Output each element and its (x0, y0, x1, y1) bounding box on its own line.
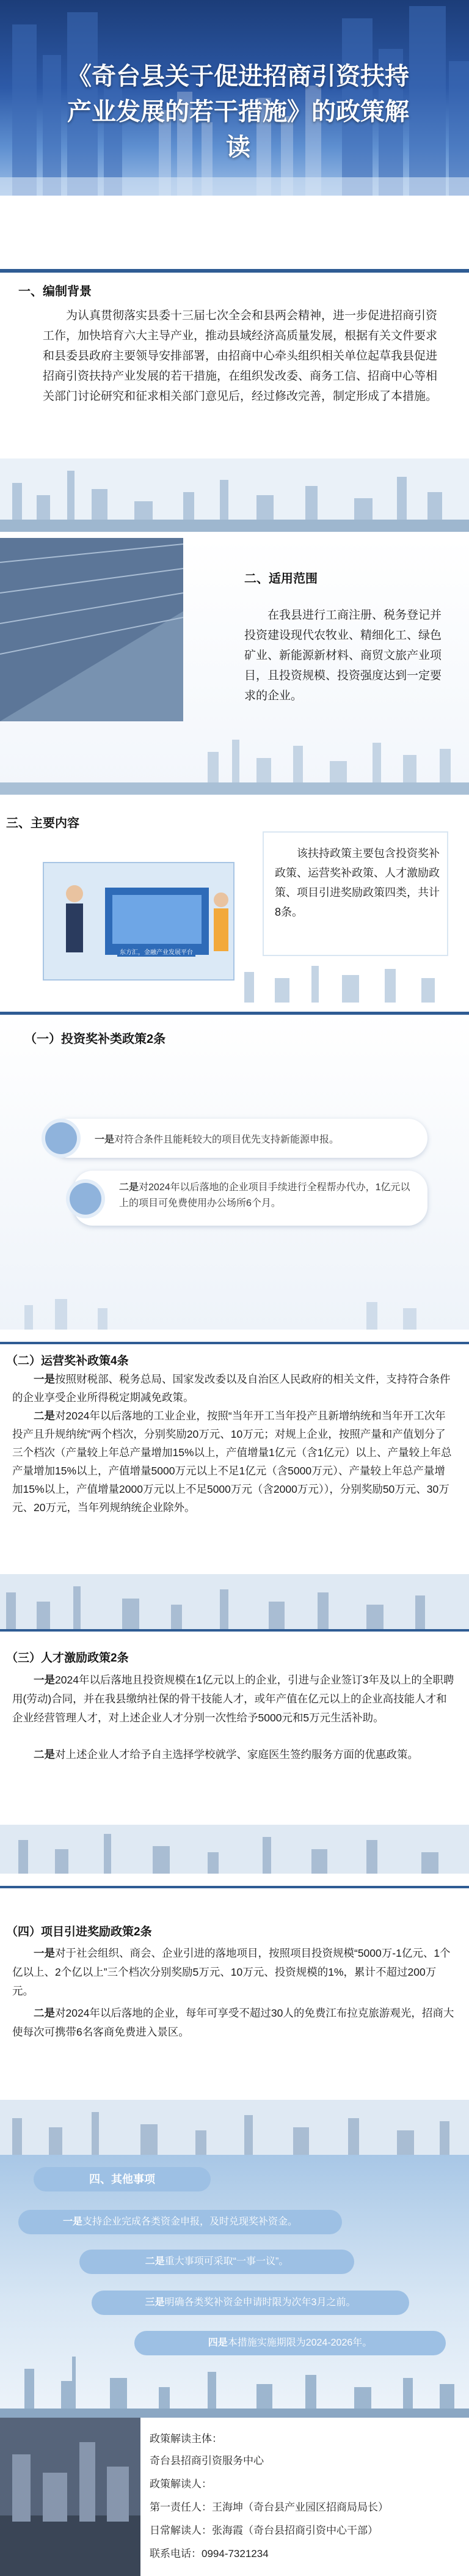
paragraph-lead: 二是 (34, 2007, 55, 2019)
subsection-background (0, 1342, 469, 1629)
skyline-art (0, 1574, 469, 1629)
other-matters-background (0, 2155, 469, 2418)
card-lead: 一是 (95, 1135, 115, 1145)
matter-lead: 三是 (145, 2297, 165, 2308)
section-divider (0, 1886, 469, 1888)
skyline-art (0, 2350, 469, 2418)
subsection-body (12, 1407, 455, 1517)
subsection-body (12, 1944, 455, 2001)
footer-photo (0, 2418, 140, 2576)
paragraph-lead: 二是 (34, 1410, 55, 1422)
card-body: 对符合条件且能耗较大的项目优先支持新能源申报。 (114, 1135, 340, 1145)
footer-contact-label: 政策解读人： (150, 2478, 212, 2490)
skyline-art (0, 1293, 469, 1330)
card-lead: 二是 (119, 1182, 139, 1193)
section-divider (0, 1342, 469, 1344)
card-text (95, 1132, 412, 1146)
matter-item (18, 2210, 342, 2234)
matter-body: 明确各类奖补资金申请时限为次年3月之前。 (164, 2297, 356, 2308)
section-background (0, 269, 469, 532)
section-heading: 三、主要内容 (6, 817, 79, 830)
people-icon (70, 1183, 101, 1215)
header-banner (0, 0, 469, 196)
footer-person-1: 第一责任人：王海坤（奇台县产业园区招商局局长） (150, 2501, 388, 2513)
section-heading: 四、其他事项 (34, 2167, 211, 2191)
subsection-heading: （三）人才激励政策2条 (6, 1652, 129, 1665)
paragraph-lead: 一是 (34, 1947, 55, 1959)
skyline-art (0, 1825, 469, 1874)
subsection-heading: （一）投资奖补类政策2条 (24, 1032, 166, 1046)
matter-body: 重大事项可采取“一事一议”。 (164, 2256, 289, 2267)
footer-org: 奇台县招商引资服务中心 (150, 2455, 264, 2467)
subsection-background (0, 1629, 469, 1874)
search-icon (45, 1122, 77, 1154)
paragraph-lead: 一是 (34, 1373, 55, 1385)
subsection-body (12, 1745, 455, 1764)
matter-lead: 一是 (62, 2217, 82, 2227)
paragraph-body: 按照财税部、税务总局、国家发改委以及自治区人民政府的相关文件，支持符合条件的企业享受企业所得税定期减免政策。 (12, 1373, 451, 1404)
subsection-background (0, 1012, 469, 1330)
section-body: 为认真贯彻落实县委十三届七次全会和县两会精神，进一步促进招商引资工作，加快培育六大主导产业，推动县域经济高质量发展，根据有关文件要求和县委县政府主要领导安排部署，由招商中心牵头组织相关单位起草我县促进招商引资扶持产业发展的若干措施，在组织发改委、商务工信、招商中心等相关部门讨论研究和征求相关部门意见后，经过修改完善，制定形成了本措施。 (43, 309, 438, 403)
matter-body: 支持企业完成各类资金申报，及时兑现奖补资金。 (82, 2217, 298, 2227)
section-body: 该扶持政策主要包含投资奖补政策、运营奖补政策、人才激励政策、项目引进奖励政策四类，共计8条。 (275, 847, 440, 918)
subsection-heading: （二）运营奖补政策4条 (6, 1355, 129, 1367)
subsection-heading: （四）项目引进奖励政策2条 (6, 1926, 152, 1938)
card-body: 对2024年以后落地的企业项目手续进行全程帮办代办，1亿元以上的项目可免费使用办公场所6个月。 (119, 1182, 410, 1209)
skyline-art (0, 2100, 469, 2155)
paragraph-body: 对2024年以后落地的企业，每年可享受不超过30人的免费江布拉克旅游观光，招商大使每次可携带6名客商免费进入景区。 (12, 2007, 454, 2038)
section-heading: 二、适用范围 (244, 572, 318, 586)
footer-label: 政策解读主体： (150, 2433, 222, 2445)
matter-lead: 二是 (145, 2256, 165, 2267)
section-divider (0, 269, 469, 273)
subsection-body (12, 2004, 455, 2042)
paragraph-lead: 一是 (34, 1674, 55, 1686)
subsection-body (12, 1370, 455, 1407)
banner-caption: 东方汇，金融产业发展平台 (117, 946, 195, 957)
card-text (119, 1180, 412, 1212)
matter-lead: 四是 (208, 2338, 228, 2348)
section-heading: 一、编制背景 (18, 285, 92, 298)
matter-item (79, 2250, 354, 2274)
subsection-body (12, 1671, 455, 1728)
skyline-art (0, 458, 469, 532)
matter-item (92, 2291, 409, 2315)
section-background (0, 795, 469, 1003)
paragraph-body: 对2024年以后落地的工业企业，按照“当年开工当年投产且新增纳统和当年开工次年投产且升规纳统”两个档次，分别奖励20万元、10万元；对规上企业，按照产量和产值划分了三个档次（产量较上年总产量增加15%以上，产值增量1亿元（含1亿元）以上、产量较上年总产量增加15%以上，产值增量5000万元以上不足1亿元（含5000万元）、产量较上年总产量增加15%以上，产值增量2000万元以上不足5000万元（含2000万元）），分别奖励50万元、30万元、20万元，当年列规纳统企业除外。 (12, 1410, 452, 1514)
skyline-art (0, 721, 469, 795)
footer-phone: 联系电话：0994-7321234 (150, 2548, 269, 2559)
section-divider (0, 1012, 469, 1015)
subsection-background (0, 1886, 469, 2155)
building-photo (0, 538, 183, 721)
paragraph-lead: 二是 (34, 1748, 55, 1761)
footer (0, 2418, 469, 2576)
paragraph-body: 2024年以后落地且投资规模在1亿元以上的企业，引进与企业签订3年及以上的全职聘用(劳动)合同，并在我县缴纳社保的骨干技能人才，或年产值在亿元以上的企业高技能人才和企业经营管理人才，对上述企业人才分别一次性给予5000元和5万元生活补助。 (12, 1674, 454, 1724)
skyline-art (0, 960, 469, 1003)
page-title: 《奇台县关于促进招商引资扶持产业发展的若干措施》的政策解读 (67, 63, 409, 161)
footer-person-2: 日常解读人：张海霞（奇台县招商引资中心干部） (150, 2525, 378, 2536)
section-background (0, 538, 469, 795)
paragraph-body: 对于社会组织、商会、企业引进的落地项目，按照项目投资规模“5000万-1亿元、1个亿以上、2个亿以上”三个档次分别奖励5万元、10万元、投资规模的1%，累计不超过200万元。 (12, 1947, 451, 1997)
matter-body: 本措施实施期限为2024-2026年。 (227, 2338, 373, 2348)
paragraph-body: 对上述企业人才给予自主选择学校就学、家庭医生签约服务方面的优惠政策。 (55, 1748, 418, 1761)
section-divider (0, 1629, 469, 1632)
section-body: 在我县进行工商注册、税务登记并投资建设现代农牧业、精细化工、绿色矿业、新能源新材料、商贸文旅产业项目，且投资规模、投资强度达到一定要求的企业。 (244, 609, 442, 702)
